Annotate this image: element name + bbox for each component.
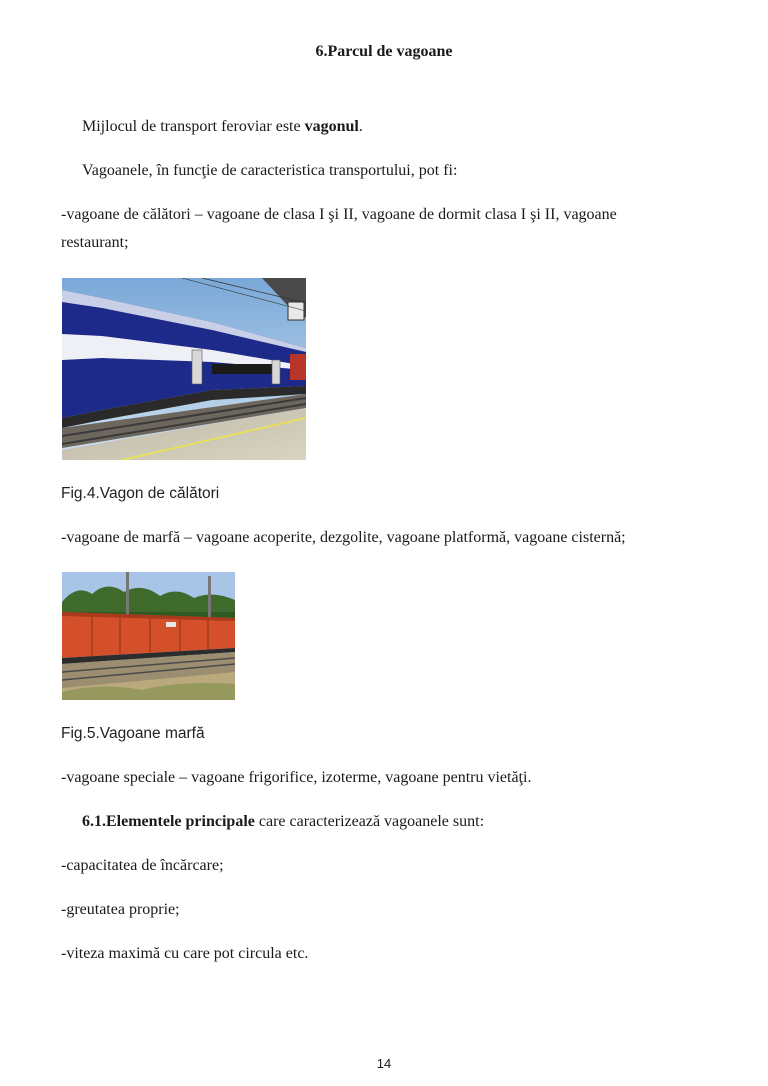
freight-wagons-photo [62, 572, 235, 700]
passenger-car-photo [62, 278, 306, 460]
fig5-caption: Fig.5.Vagoane marfă [61, 725, 205, 742]
section-title: 6.Parcul de vagoane [315, 43, 453, 60]
intro-text: Mijlocul de transport feroviar este [82, 118, 305, 135]
freight-line: -vagoane de marfă – vagoane acoperite, dezgolite, vagoane platformă, vagoane cisternă; [61, 529, 626, 546]
intro-suffix: . [358, 118, 363, 135]
elements-bold-title: 6.1.Elementele principale [82, 813, 255, 830]
page-number: 14 [376, 1056, 392, 1071]
passenger-line-2: restaurant; [61, 234, 129, 251]
freight-wagons-illustration [62, 572, 235, 700]
intro-paragraph [82, 113, 363, 141]
elements-rest: care caracterizează vagoanele sunt: [254, 813, 485, 830]
categories-intro: Vagoanele, în funcţie de caracteristica transportului, pot fi: [82, 162, 458, 179]
fig4-caption: Fig.4.Vagon de călători [61, 485, 220, 502]
special-line: -vagoane speciale – vagoane frigorifice, izoterme, vagoane pentru vietăţi. [61, 769, 532, 786]
list-item: -viteza maximă cu care pot circula etc. [61, 945, 309, 962]
passenger-car-illustration [62, 278, 306, 460]
list-item: -capacitatea de încărcare; [61, 857, 224, 874]
elements-heading [82, 808, 484, 836]
passenger-line-1: -vagoane de călători – vagoane de clasa I şi II, vagoane de dormit clasa I şi II, vagoane [61, 206, 617, 223]
list-item: -greutatea proprie; [61, 901, 180, 918]
intro-bold-term: vagonul [304, 118, 359, 135]
